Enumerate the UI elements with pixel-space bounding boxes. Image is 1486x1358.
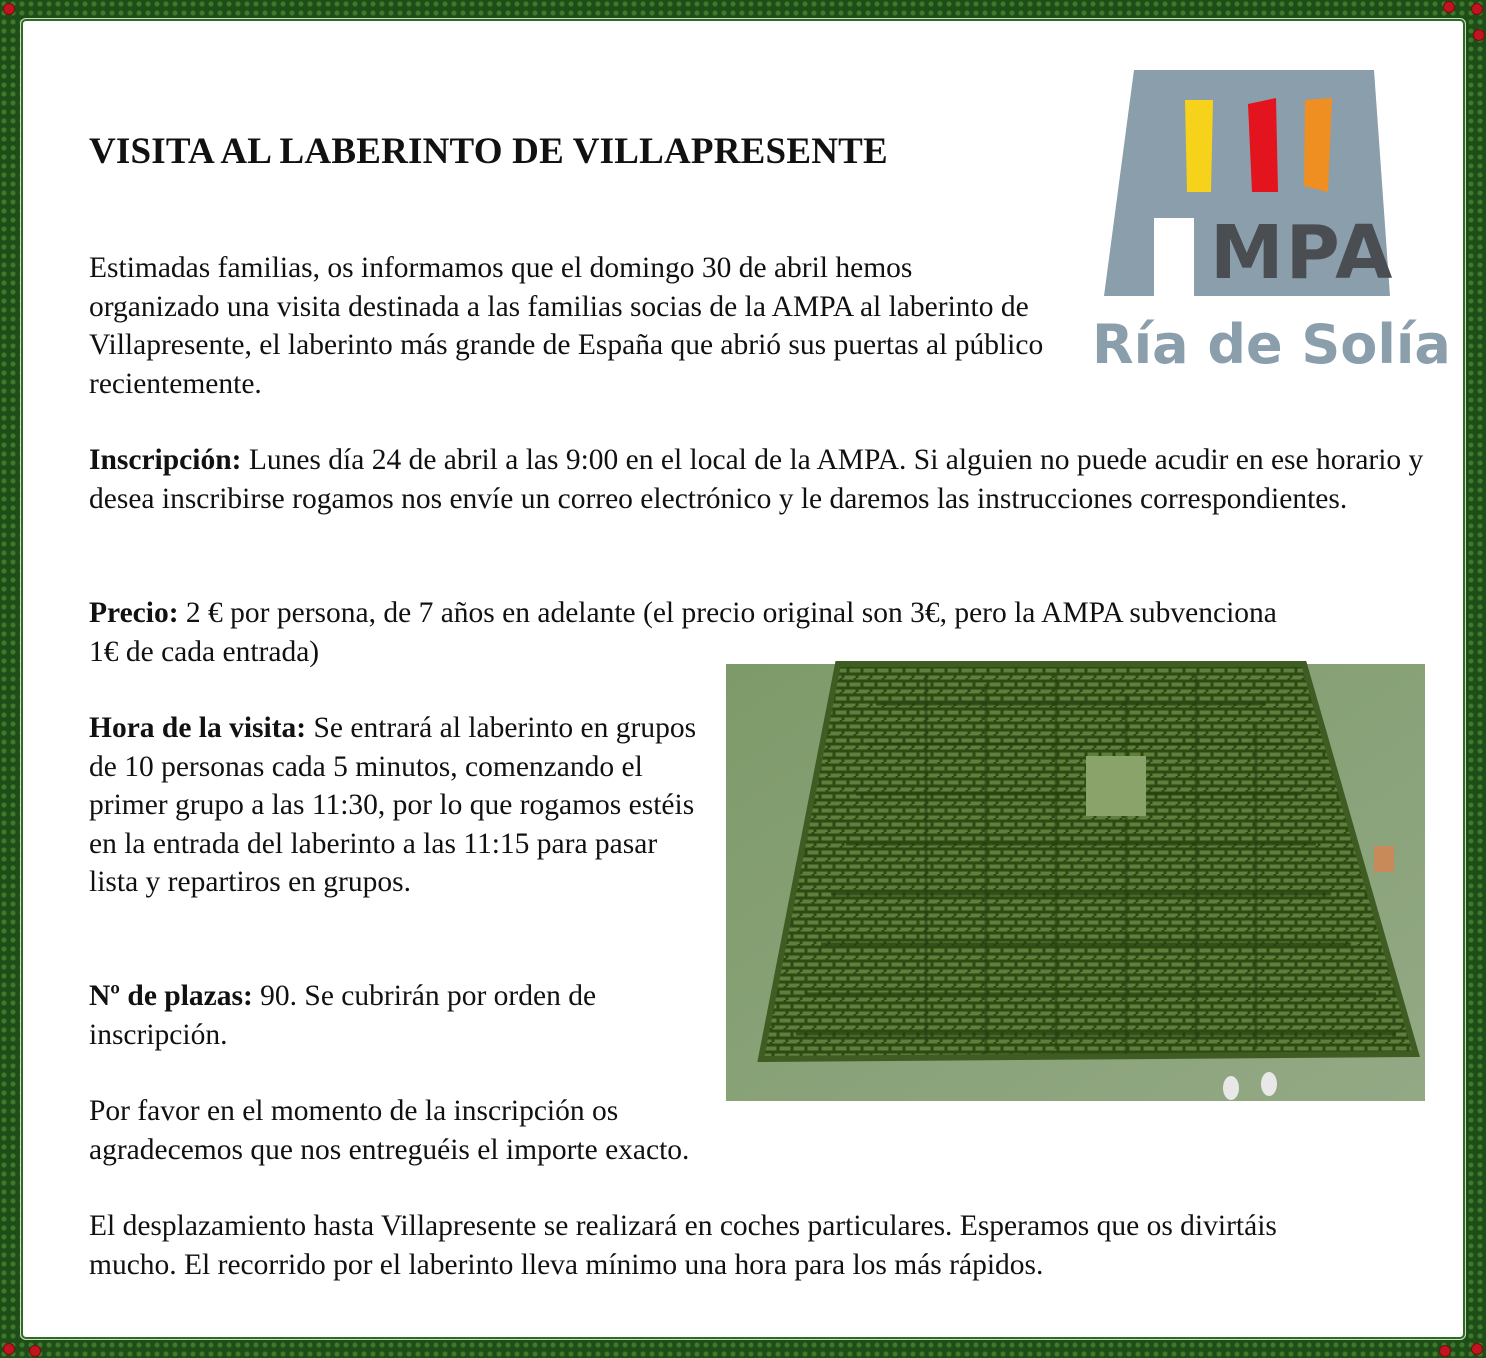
precio-paragraph (89, 594, 1289, 671)
hora-paragraph (89, 709, 699, 902)
berry-decoration (1472, 4, 1482, 14)
plazas-label: Nº de plazas: (89, 980, 253, 1012)
logo-red-bar (1248, 98, 1278, 192)
berry-decoration (1444, 2, 1454, 12)
logo-subtitle-text: Ría de Solía (1092, 313, 1451, 376)
plazas-text: 90. Se cubrirán por orden de inscripción. (89, 980, 597, 1051)
inscripcion-label: Inscripción: (89, 444, 242, 476)
logo-mpa-text: MPA (1210, 210, 1395, 296)
maze-center-clearing (1086, 756, 1146, 816)
berry-decoration (4, 1344, 14, 1354)
logo-orange-bar (1304, 98, 1332, 192)
precio-text: 2 € por persona, de 7 años en adelante (el precio original son 3€, pero la AMPA subvenciona 1€ de cada entrada) (89, 597, 1277, 668)
desplazamiento-paragraph: El desplazamiento hasta Villapresente se realizará en coches particulares. Esperamos que os divirtáis mucho. El recorrido por el laberinto lleva mínimo una hora para los más rápidos. (89, 1210, 1277, 1281)
precio-label: Precio: (89, 597, 179, 629)
maze-hedges (761, 664, 1416, 1059)
maze-illustration (726, 664, 1425, 1101)
hora-text: Se entrará al laberinto en grupos de 10 personas cada 5 minutos, comenzando el primer grupo a las 11:30, por lo que rogamos estéis en la entrada del laberinto a las 11:15 para pasar lista y repartiros en grupos. (89, 712, 697, 898)
berry-decoration (4, 4, 14, 14)
hora-label: Hora de la visita: (89, 712, 307, 744)
berry-decoration (30, 1346, 40, 1356)
berry-decoration (1472, 1344, 1482, 1354)
berry-decoration (1474, 30, 1484, 40)
logo-yellow-bar (1185, 100, 1213, 192)
maze-hut (1374, 846, 1394, 872)
intro-paragraph: Estimadas familias, os informamos que el domingo 30 de abril hemos organizado una visita destinada a las familias socias de la AMPA al laberinto de Villapresente, el laberinto más grande de España que abrió sus puertas al público recientemente. (89, 252, 1044, 400)
ampa-logo (1092, 68, 1451, 376)
plazas-paragraph (89, 977, 689, 1054)
maze-photo (726, 664, 1425, 1101)
berry-decoration (1440, 1346, 1450, 1356)
car-2 (1261, 1072, 1277, 1096)
inscripcion-paragraph (89, 441, 1429, 518)
favor-paragraph: Por favor en el momento de la inscripción os agradecemos que nos entreguéis el importe exacto. (89, 1095, 690, 1166)
car-1 (1223, 1076, 1239, 1100)
inscripcion-text: Lunes día 24 de abril a las 9:00 en el local de la AMPA. Si alguien no puede acudir en ese horario y desea inscribirse rogamos nos envíe un correo electrónico y le daremos las instrucciones correspondientes. (89, 444, 1424, 515)
page-title: VISITA AL LABERINTO DE VILLAPRESENTE (89, 131, 888, 172)
